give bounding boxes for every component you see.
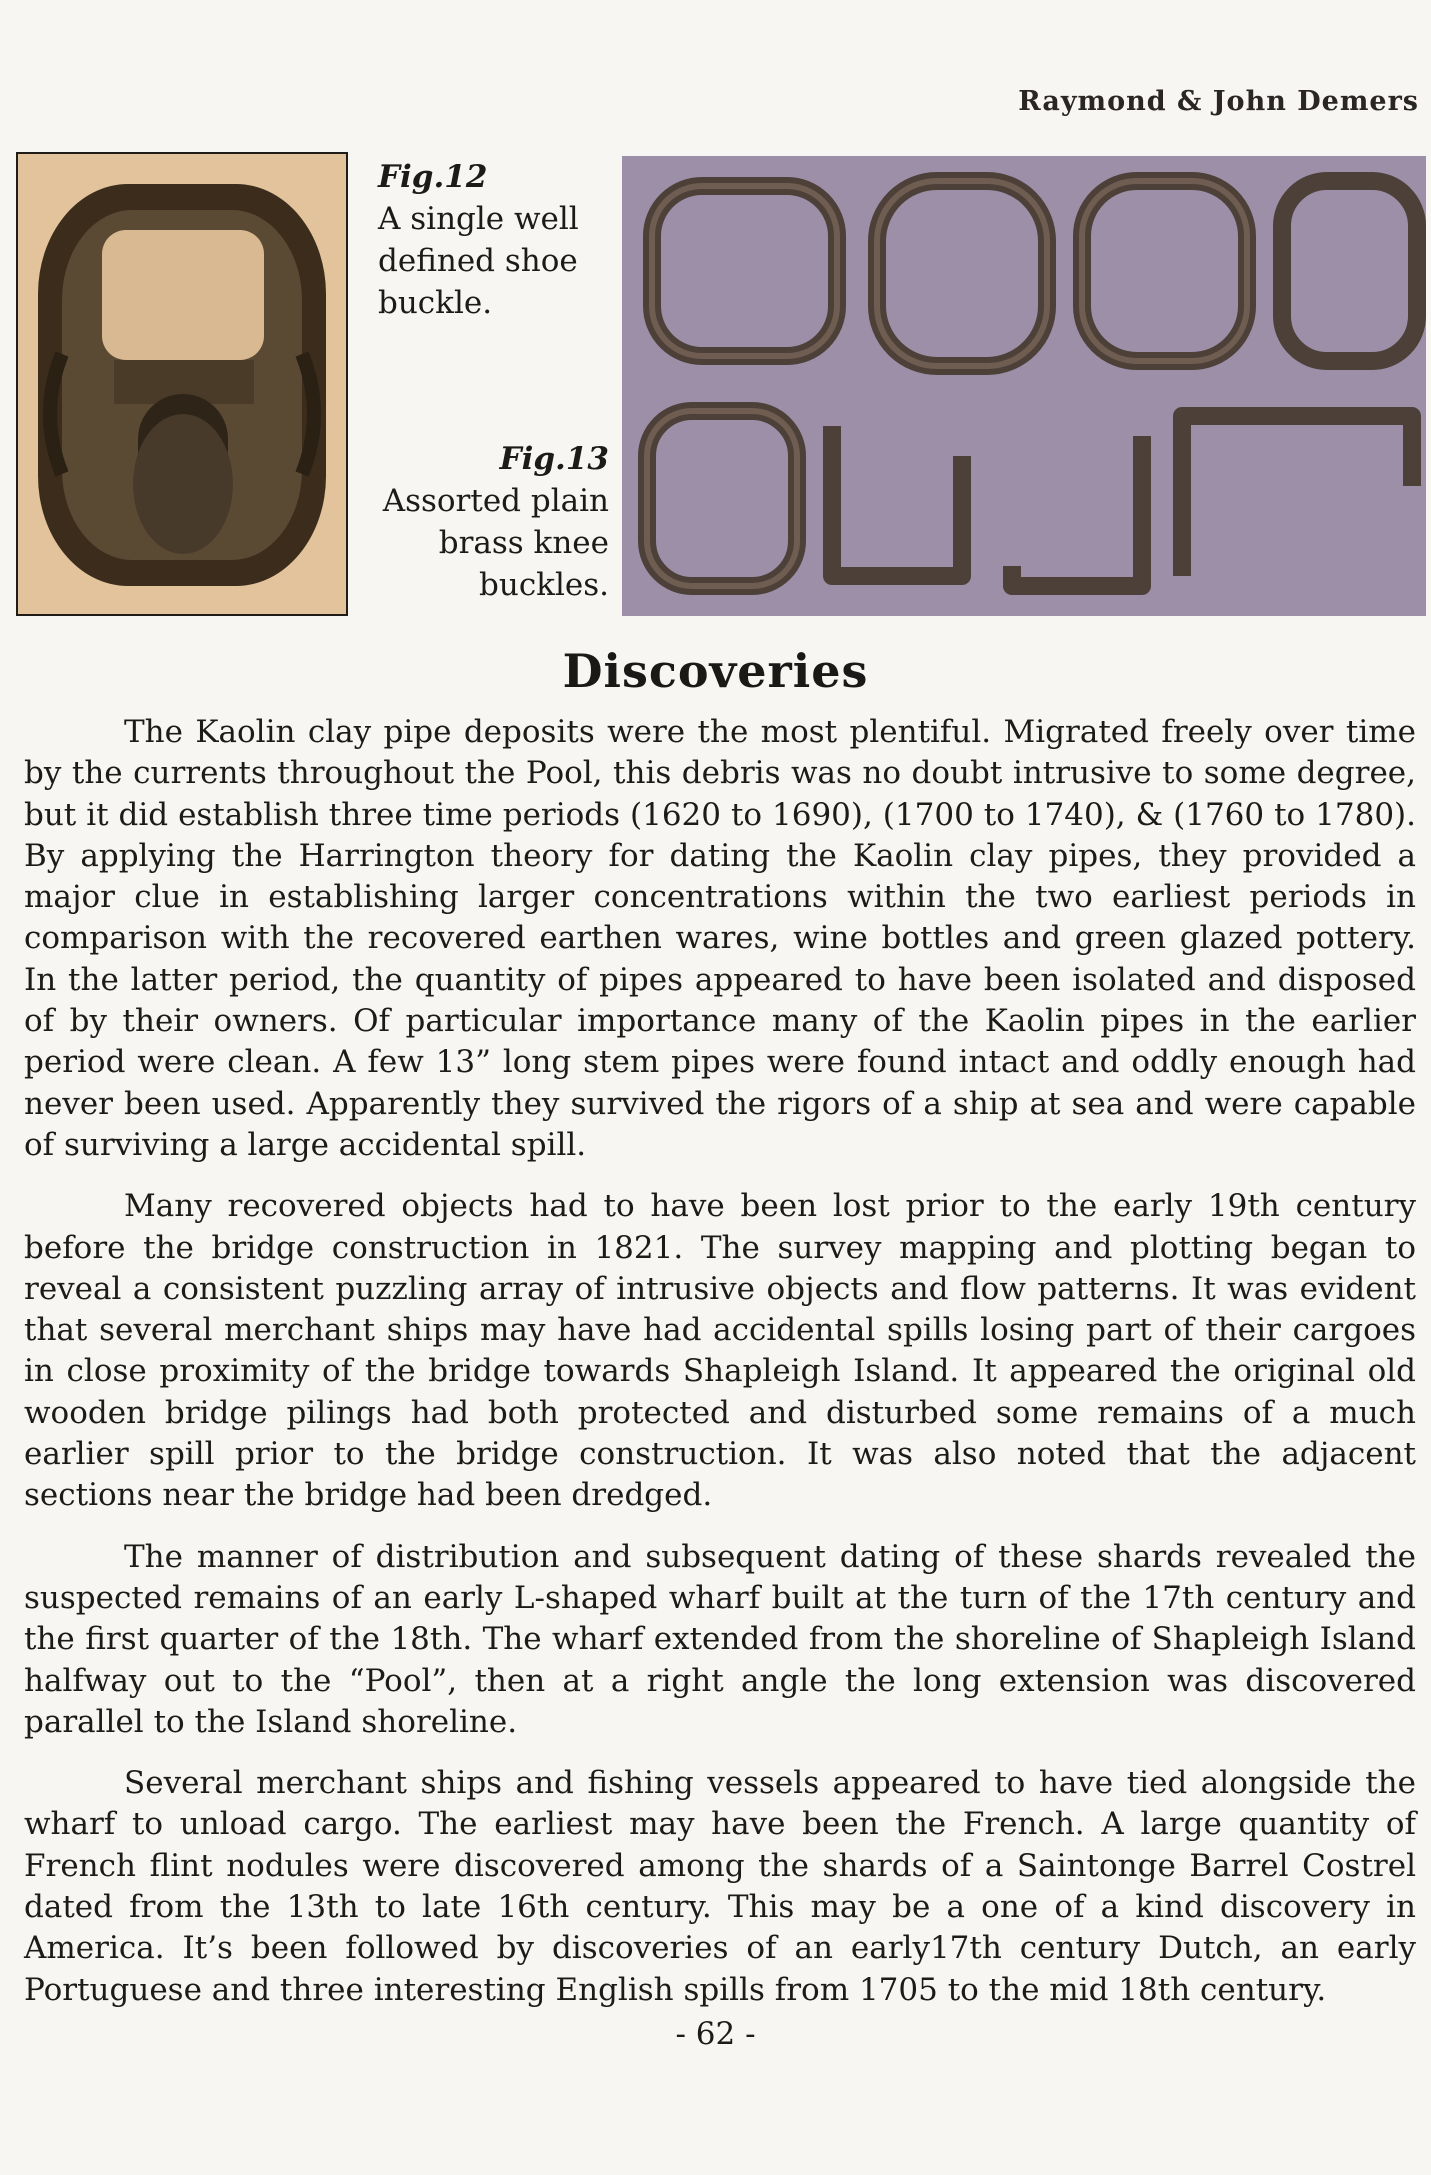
page-number: - 62 - — [675, 2016, 756, 2052]
paragraph: The Kaolin clay pipe deposits were the most plentiful. Migrated freely over time by the currents throughout the Pool, this debris was no doubt intrusive to some degree, but it did establish three time periods (1620 to 1690), (1700 to 1740), & (1760 to 1780). By applying the Harrington theory for dating the Kaolin clay pipes, they provided a major clue in establishing larger concentrations within the two earliest periods in comparison with the recovered earthen wares, wine bottles and green glazed pottery. In the latter period, the quantity of pipes appeared to have been isolated and disposed of by their owners. Of particular importance many of the Kaolin pipes in the earlier period were clean. A few 13” long stem pipes were found intact and oddly enough had never been used. Apparently they survived the rigors of a ship at sea and were capable of surviving a large accidental spill. — [24, 714, 1416, 1163]
fig12-caption-line: A single well — [378, 201, 579, 237]
shoe-buckle-photo — [16, 152, 348, 616]
fig12-label: Fig.12 — [378, 159, 488, 195]
fig13-caption-line: buckles. — [479, 567, 609, 603]
paragraph: Many recovered objects had to have been lost prior to the early 19th century before the bridge construction in 1821. The survey mapping and plotting began to reveal a consistent puzzling array of intrusive objects and flow patterns. It was evident that several merchant ships may have had accidental spills losing part of their cargoes in close proximity of the bridge towards Shapleigh Island. It appeared the original old wooden bridge pilings had both protected and disturbed some remains of a much earlier spill prior to the bridge construction. It was also noted that the adjacent sections near the bridge had been dredged. — [24, 1188, 1416, 1514]
fig13-caption-line: Assorted plain — [382, 483, 609, 519]
running-header: Raymond & John Demers — [1018, 86, 1419, 117]
paragraph: Several merchant ships and fishing vessels appeared to have tied alongside the wharf to unload cargo. The earliest may have been the French. A large quantity of French flint nodules were discovered among the shards of a Saintonge Barrel Costrel dated from the 13th to late 16th century. This may be a one of a kind discovery in America. It’s been followed by discoveries of an early17th century Dutch, an early Portuguese and three interesting English spills from 1705 to the mid 18th century. — [24, 1765, 1416, 2008]
fig13-label: Fig.13 — [499, 441, 609, 477]
fig12-caption-line: defined shoe — [378, 243, 578, 279]
fig12-caption — [378, 156, 579, 324]
fig13-caption-line: brass knee — [438, 525, 609, 561]
knee-buckles-photo — [622, 156, 1426, 616]
fig13-caption — [383, 438, 609, 606]
article-body — [24, 712, 1416, 2031]
paragraph: The manner of distribution and subsequent dating of these shards revealed the suspected remains of an early L-shaped wharf built at the turn of the 17th century and the first quarter of the 18th. The wharf extended from the shoreline of Shapleigh Island halfway out to the “Pool”, then at a right angle the long extension was discovered parallel to the Island shoreline. — [24, 1538, 1416, 1740]
section-heading: Discoveries — [562, 644, 869, 698]
fig12-caption-line: buckle. — [378, 285, 493, 321]
